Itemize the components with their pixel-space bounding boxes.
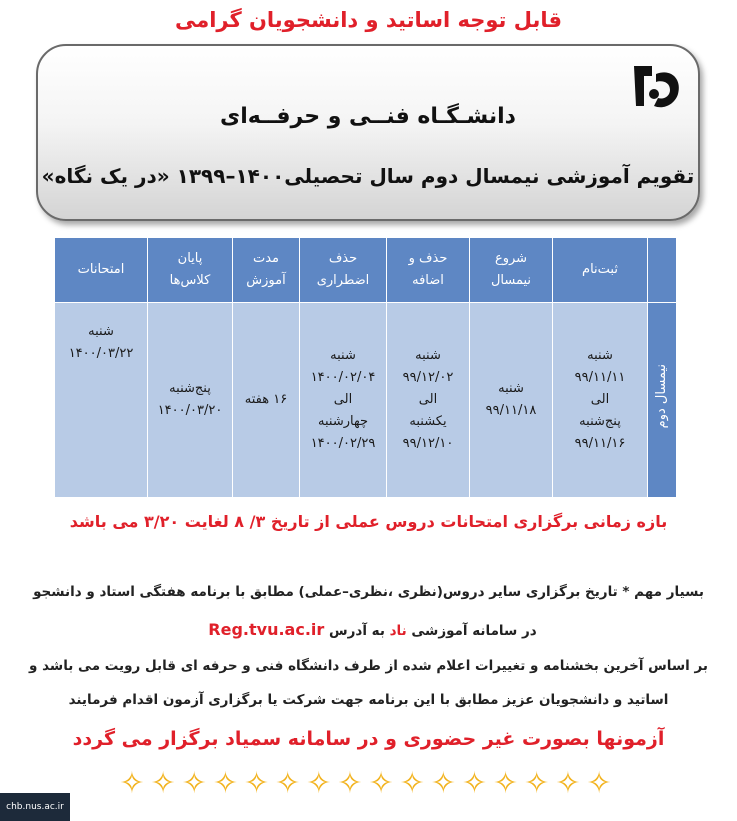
column-header-duration: مدت آموزش xyxy=(233,238,300,303)
cell-registration: شنبه ۹۹/۱۱/۱۱ الی پنج‌شنبه ۹۹/۱۱/۱۶ xyxy=(553,303,648,498)
footer-site-badge[interactable]: chb.nus.ac.ir xyxy=(0,793,70,821)
row-label-second-semester: نیمسال دوم xyxy=(648,303,677,498)
nad-system-name: ناد xyxy=(389,623,407,639)
calendar-title: تقویم آموزشی نیمسال دوم سال تحصیلی۱۴۰۰–۱۳۹۹ «در یک نگاه» xyxy=(41,164,695,188)
cell-add-drop: شنبه ۹۹/۱۲/۰۲ الی یکشنبه ۹۹/۱۲/۱۰ xyxy=(387,303,470,498)
table-row xyxy=(55,303,677,498)
note-line-2-suffix: به آدرس xyxy=(328,623,385,639)
cell-semester-start: شنبه ۹۹/۱۱/۱۸ xyxy=(470,303,553,498)
university-name: دانشـگـاه فنــی و حرفــه‌ای xyxy=(220,104,516,129)
column-header-semester-start: شروع نیمسال xyxy=(470,238,553,303)
cell-exams: شنبه ۱۴۰۰/۰۳/۲۲ xyxy=(55,303,148,498)
note-line-1: بسیار مهم * تاریخ برگزاری سایر دروس(نظری ،نظری–عملی) مطابق با برنامه هفتگی استاد و دانشجو xyxy=(33,584,704,600)
column-header-add-drop: حذف و اضافه xyxy=(387,238,470,303)
decorative-stars: ✧✧✧✧✧✧✧✧✧✧✧✧✧✧✧✧ xyxy=(119,766,618,801)
column-header-exams: امتحانات xyxy=(55,238,148,303)
cell-duration: ۱۶ هفته xyxy=(233,303,300,498)
top-title: قابل توجه اساتید و دانشجویان گرامی xyxy=(174,8,563,32)
practical-exams-notice: بازه زمانی برگزاری امتحانات دروس عملی از تاریخ ۳/ ۸ لغایت ۳/۲۰ می باشد xyxy=(69,512,668,531)
table-corner xyxy=(648,238,677,303)
column-header-registration: ثبت‌نام xyxy=(553,238,648,303)
note-line-2-prefix: در سامانه آموزشی xyxy=(411,623,537,639)
table-header-row xyxy=(55,238,677,303)
header-box xyxy=(36,44,700,221)
cell-classes-end: پنج‌شنبه ۱۴۰۰/۰۳/۲۰ xyxy=(148,303,233,498)
note-line-3: بر اساس آخرین بخشنامه و تغییرات اعلام شده از طرف دانشگاه فنی و حرفه ای قابل رویت می باشد و xyxy=(29,658,708,674)
note-line-4: اساتید و دانشجویان عزیز مطابق با این برنامه جهت شرکت یا برگزاری آزمون اقدام فرمایند xyxy=(68,692,669,708)
online-exams-notice: آزمونها بصورت غیر حضوری و در سامانه سمیاد برگزار می گردد xyxy=(72,728,665,750)
cell-emergency-drop: شنبه ۱۴۰۰/۰۲/۰۴ الی چهارشنبه ۱۴۰۰/۰۲/۲۹ xyxy=(300,303,387,498)
note-line-2 xyxy=(0,620,737,639)
column-header-classes-end: پایان کلاس‌ها xyxy=(148,238,233,303)
column-header-emergency-drop: حذف اضطراری xyxy=(300,238,387,303)
academic-calendar-table xyxy=(54,237,677,498)
registration-site-link[interactable]: Reg.tvu.ac.ir xyxy=(208,620,325,639)
